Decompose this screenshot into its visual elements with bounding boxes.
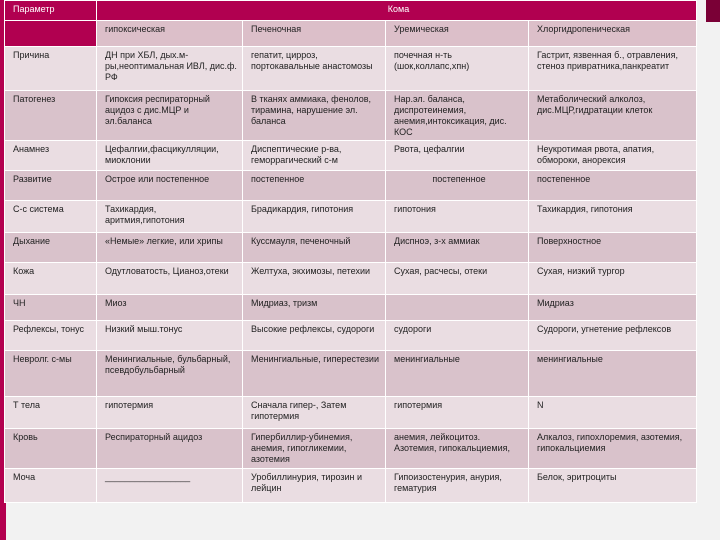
header-column-uremic: Уремическая bbox=[386, 21, 529, 47]
table-cell: судороги bbox=[386, 321, 529, 351]
coma-comparison-table bbox=[4, 0, 697, 503]
table-row bbox=[5, 429, 697, 469]
header-parameter-continued bbox=[5, 21, 97, 47]
row-parameter: Анамнез bbox=[5, 141, 97, 171]
table-cell: Миоз bbox=[97, 295, 243, 321]
header-coma: Кома bbox=[97, 1, 697, 21]
table-row bbox=[5, 295, 697, 321]
row-parameter: Причина bbox=[5, 47, 97, 91]
table-cell: Брадикардия, гипотония bbox=[243, 201, 386, 233]
table-cell: Белок, эритроциты bbox=[529, 469, 697, 503]
table-cell: постепенное bbox=[386, 171, 529, 201]
table-row bbox=[5, 321, 697, 351]
header-column-chlorhydropenic: Хлоргидропеническая bbox=[529, 21, 697, 47]
row-parameter: Патогенез bbox=[5, 91, 97, 141]
table-cell: Мидриаз bbox=[529, 295, 697, 321]
table-cell: гипотермия bbox=[386, 397, 529, 429]
table-cell: _________________ bbox=[97, 469, 243, 503]
table-cell: Гастрит, язвенная б., отравления, стеноз привратника,панкреатит bbox=[529, 47, 697, 91]
table-cell: Судороги, угнетение рефлексов bbox=[529, 321, 697, 351]
table-cell: Менингиальные, бульбарный, псевдобульбарный bbox=[97, 351, 243, 397]
row-parameter: Кожа bbox=[5, 263, 97, 295]
header-parameter: Параметр bbox=[5, 1, 97, 21]
row-parameter: С-с система bbox=[5, 201, 97, 233]
table-cell: анемия, лейкоцитоз. Азотемия, гипокальциемия, bbox=[386, 429, 529, 469]
row-parameter: Кровь bbox=[5, 429, 97, 469]
table-row bbox=[5, 171, 697, 201]
table-cell: В тканях аммиака, фенолов, тирамина, нарушение эл. баланса bbox=[243, 91, 386, 141]
table-row bbox=[5, 91, 697, 141]
table-row bbox=[5, 469, 697, 503]
table-cell: Диспноэ, з-х аммиак bbox=[386, 233, 529, 263]
table-cell bbox=[386, 295, 529, 321]
table-cell: постепенное bbox=[529, 171, 697, 201]
table-cell: N bbox=[529, 397, 697, 429]
table-cell: гипотермия bbox=[97, 397, 243, 429]
table-cell: Цефалгии,фасцикулляции, миоклонии bbox=[97, 141, 243, 171]
table-cell: Поверхностное bbox=[529, 233, 697, 263]
table-cell: Респираторный ацидоз bbox=[97, 429, 243, 469]
table-cell: Метаболический алколоз, дис.МЦР,гидратации клеток bbox=[529, 91, 697, 141]
table-row bbox=[5, 141, 697, 171]
table-cell: Гипербиллир-убинемия, анемия, гипогликемии, азотемия bbox=[243, 429, 386, 469]
table-cell: Мидриаз, тризм bbox=[243, 295, 386, 321]
table-cell: Одутловатость, Цианоз,отеки bbox=[97, 263, 243, 295]
table-cell: Куссмауля, печеночный bbox=[243, 233, 386, 263]
row-parameter: ЧН bbox=[5, 295, 97, 321]
table-cell: постепенное bbox=[243, 171, 386, 201]
table-cell: Гипоксия респираторный ацидоз с дис.МЦР и эл.баланса bbox=[97, 91, 243, 141]
table-cell: Менингиальные, гиперестезии bbox=[243, 351, 386, 397]
table-cell: Сухая, расчесы, отеки bbox=[386, 263, 529, 295]
header-column-hepatic: Печеночная bbox=[243, 21, 386, 47]
table-cell: Диспептические р-ва, геморрагический с-м bbox=[243, 141, 386, 171]
table-row bbox=[5, 351, 697, 397]
table-cell: Гипоизостенурия, анурия, гематурия bbox=[386, 469, 529, 503]
table-row bbox=[5, 397, 697, 429]
row-parameter: Т тела bbox=[5, 397, 97, 429]
table-row bbox=[5, 47, 697, 91]
table-cell: Алкалоз, гипохлоремия, азотемия, гипокальциемия bbox=[529, 429, 697, 469]
table-cell: менингиальные bbox=[529, 351, 697, 397]
table-cell: Высокие рефлексы, судороги bbox=[243, 321, 386, 351]
decorative-corner bbox=[706, 0, 720, 22]
header-row-columns bbox=[5, 21, 697, 47]
row-parameter: Дыхание bbox=[5, 233, 97, 263]
table-cell: Неукротимая рвота, апатия, обмороки, анорексия bbox=[529, 141, 697, 171]
table-row bbox=[5, 201, 697, 233]
header-column-hypoxic: гипоксическая bbox=[97, 21, 243, 47]
row-parameter: Моча bbox=[5, 469, 97, 503]
table-cell: гепатит, цирроз, портокавальные анастомозы bbox=[243, 47, 386, 91]
table-cell: «Немые» легкие, или хрипы bbox=[97, 233, 243, 263]
table-cell: Желтуха, экхимозы, петехии bbox=[243, 263, 386, 295]
table-row bbox=[5, 233, 697, 263]
table-cell: Уробиллинурия, тирозин и лейцин bbox=[243, 469, 386, 503]
table-row bbox=[5, 263, 697, 295]
table-cell: Низкий мыш.тонус bbox=[97, 321, 243, 351]
table-cell: ДН при ХБЛ, дых.м-ры,неоптимальная ИВЛ, дис.ф. РФ bbox=[97, 47, 243, 91]
row-parameter: Развитие bbox=[5, 171, 97, 201]
table-cell: Нар.эл. баланса, диспротеинемия, анемия,интоксикация, дис. КОС bbox=[386, 91, 529, 141]
table-cell: Тахикардия, гипотония bbox=[529, 201, 697, 233]
table-cell: Тахикардия, аритмия,гипотония bbox=[97, 201, 243, 233]
table-cell: гипотония bbox=[386, 201, 529, 233]
table-cell: Рвота, цефалгии bbox=[386, 141, 529, 171]
table-cell: почечная н-ть (шок,коллапс,хпн) bbox=[386, 47, 529, 91]
table-cell: Сначала гипер-, Затем гипотермия bbox=[243, 397, 386, 429]
table-cell: Острое или постепенное bbox=[97, 171, 243, 201]
row-parameter: Невролг. с-мы bbox=[5, 351, 97, 397]
header-row-top bbox=[5, 1, 697, 21]
table-cell: Сухая, низкий тургор bbox=[529, 263, 697, 295]
row-parameter: Рефлексы, тонус bbox=[5, 321, 97, 351]
table-cell: менингиальные bbox=[386, 351, 529, 397]
